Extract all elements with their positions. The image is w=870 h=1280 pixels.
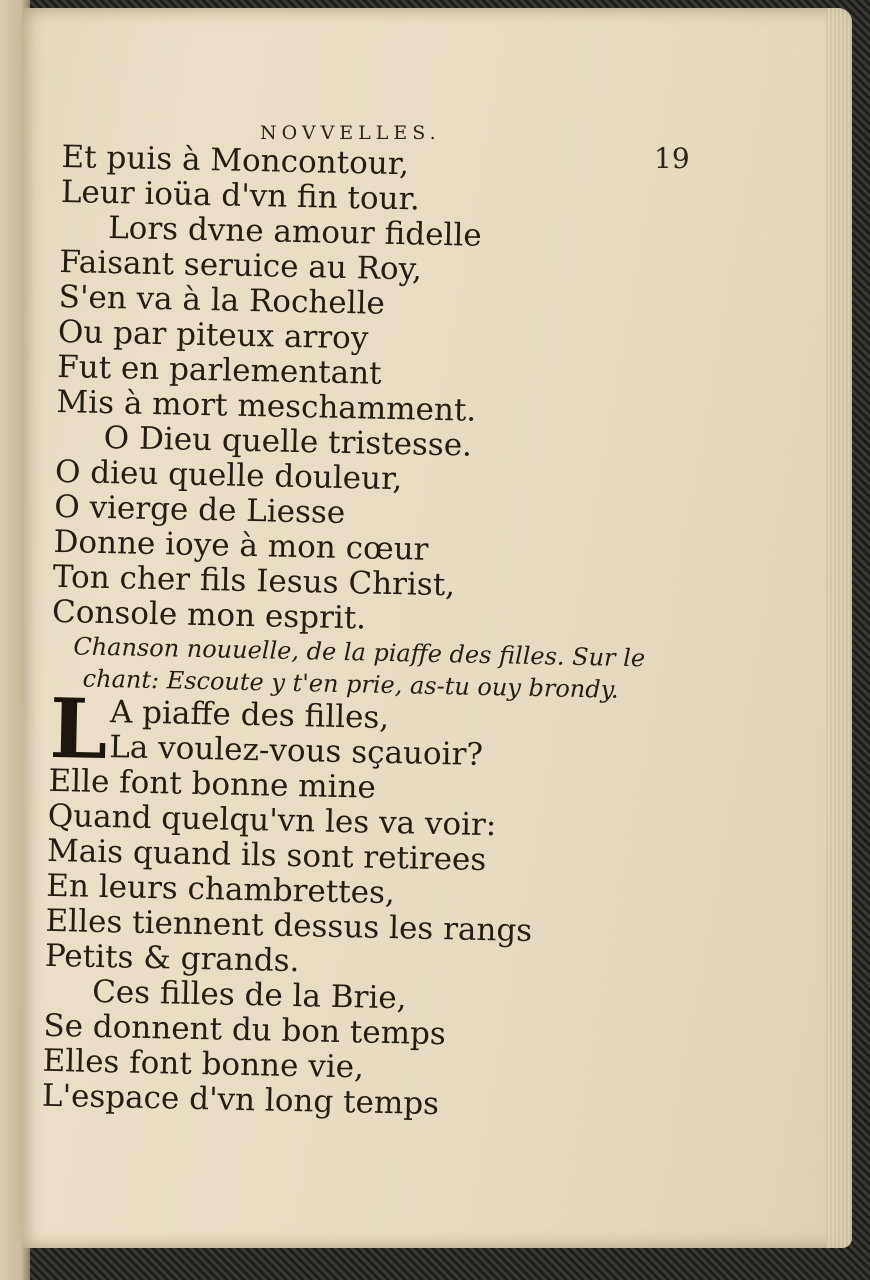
page-number: 19 (654, 142, 690, 175)
verse-line: O dieu quelle douleur, (54, 453, 403, 498)
verse-line: Mais quand ils sont retirees (46, 832, 487, 879)
page-text (42, 140, 712, 1127)
book-page (22, 8, 852, 1248)
verse-line: La voulez-vous sçauoir? (108, 729, 484, 773)
running-head: NOVVELLES. (260, 122, 441, 144)
verse-line: Petits & grands. (44, 937, 300, 980)
verse-line: En leurs chambrettes, (45, 867, 396, 912)
verse-line: O vierge de Liesse (53, 488, 346, 532)
verse-line: Lors dvne amour fidelle (107, 209, 483, 254)
verse-line: A piaffe des filles, (109, 694, 390, 736)
verse-line: Ton cher fils Iesus Christ, (52, 558, 456, 604)
verse-line: Elles tiennent dessus les rangs (45, 902, 533, 950)
verse-line: Console mon esprit. (51, 593, 367, 637)
verse-line: Et puis à Moncontour, (61, 139, 410, 183)
verse-line: S'en va à la Rochelle (58, 278, 386, 322)
verse-line: Se donnent du bon temps (43, 1007, 447, 1053)
drop-cap: L (48, 680, 109, 779)
verse-line: O Dieu quelle tristesse. (103, 419, 473, 464)
verse-line: Elles font bonne vie, (42, 1042, 365, 1086)
verse-line: L'espace d'vn long temps (41, 1077, 440, 1123)
verse-line: Ces filles de la Brie, (91, 973, 407, 1017)
verse-line: Fut en parlementant (56, 348, 382, 392)
verse-line: Mis à mort meschamment. (56, 383, 477, 429)
song-heading-tune: chant: Escoute y t'en prie, as-tu ouy brondy. (82, 664, 619, 704)
verse-line: Donne ioye à mon cœur (53, 523, 429, 568)
verse-line: Ou par piteux arroy (57, 313, 369, 357)
page-fore-edge (826, 8, 852, 1248)
verse-line: Quand quelqu'vn les va voir: (47, 797, 497, 844)
verse-line: Leur ioüa d'vn fin tour. (60, 173, 421, 218)
verse-line: Faisant seruice au Roy, (59, 243, 423, 288)
song-heading: Chanson nouuelle, de la piaffe des filles. Sur le (73, 632, 646, 673)
verse-line: Elle font bonne mine (48, 762, 377, 806)
